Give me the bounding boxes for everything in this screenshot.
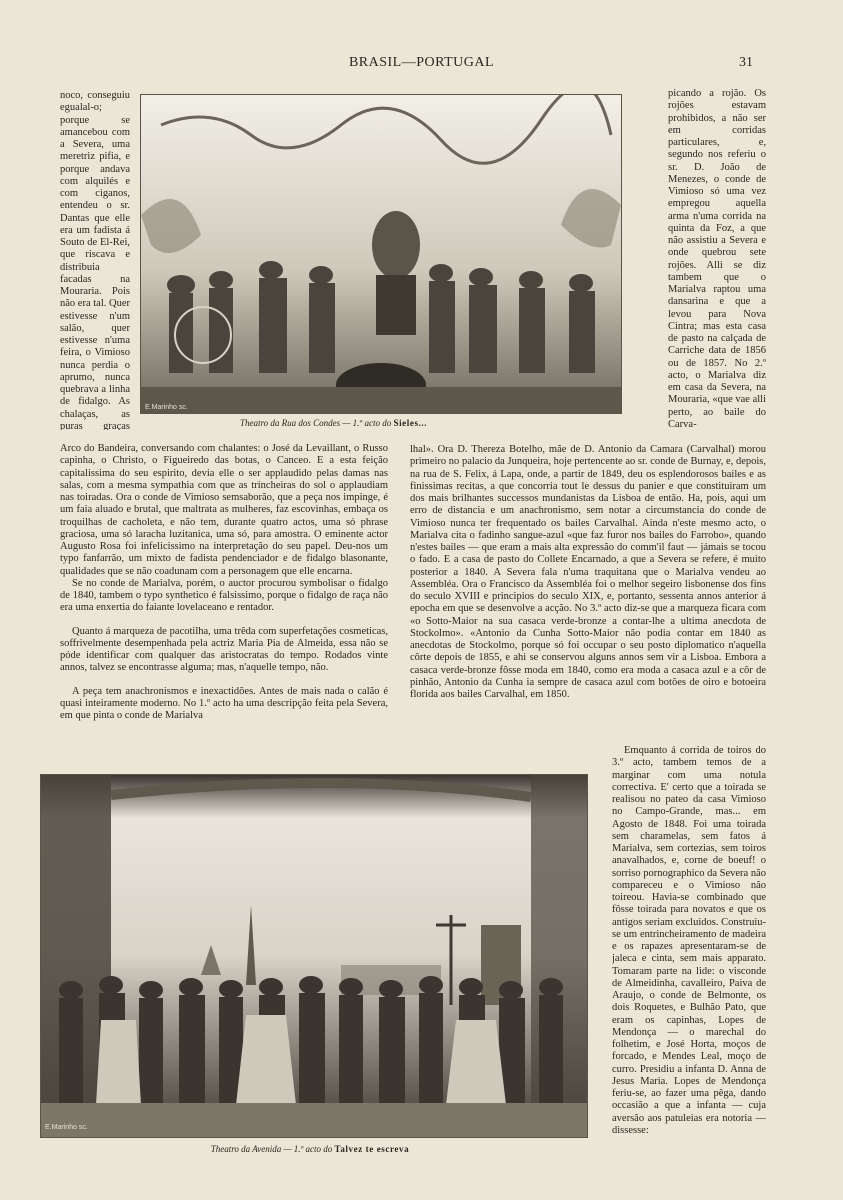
journal-title: BRASIL—PORTUGAL	[348, 55, 495, 70]
running-header	[0, 55, 843, 75]
left-wide-column	[60, 443, 388, 763]
paragraph: Quanto á marqueza de pacotilha, uma trêda com superfetações cosmeticas, soffrivelmente desempenhada pela actriz Maria Pia de Almeida, essa não se póde identificar com qualquer das aristocratas do tempo. Rodados vinte annos, talvez se encontrasse alguma; mas, n'aquelle tempo, não.	[60, 625, 388, 674]
paragraph: Se no conde de Marialva, porém, o auctor procurou symbolisar o fidalgo de 1840, tambem o typo synthetico é falsissimo, porque o fidalgo de raça não era uma enxertia do faiante lovelaceano e rentador.	[60, 577, 388, 614]
top-theatre-photo	[140, 94, 622, 414]
left-narrow-column	[60, 90, 130, 430]
photographer-credit: E.Marinho sc.	[45, 1124, 88, 1131]
bottom-right-column	[612, 745, 766, 1155]
stage-scene-image	[41, 775, 587, 1137]
photographer-credit: E.Marinho sc.	[145, 404, 188, 411]
paragraph: picando a rojão. Os rojões estavam prohibidos, a não ser em corridas particulares, e, segundo nos referiu o sr. D. João de Menezes, o conde de Vimioso só uma vez empregou aquella arma n'uma corrida na quinta da Foz, a que não assistiu a Severa e onde quebrou sete rojões. Alli se diz tambem que o Marialva raptou uma dansarina e que a levou para Nova Cintra; mas esta casa de pasto na calçada de Carriche data de 1856 ou de 1857. No 2.º acto, o Marialva diz em casa da Severa, na Mouraria, «que vae alli perto, ao baile do Carva-	[668, 88, 766, 430]
right-wide-column	[410, 444, 766, 736]
top-photo-caption	[240, 418, 540, 428]
page-number: 31	[739, 55, 753, 70]
paragraph: Emquanto á corrida de toiros do 3.º acto, tambem temos de a marginar com uma notula correctiva. E' certo que a toirada se realisou no pateo da casa Vimioso no Campo-Grande, mas... em Agosto de 1848. Foi uma toirada sem charamelas, sem fatos á Marialva, sem cortezias, sem toiros anavalhados, e, corne de boeuf! o sorriso pornographico da Severa não compareceu e o Vimioso não toireou. Havia-se combinado que fôsse toirada para novatos e que os antigos seriam excluidos. Construiu-se um entrincheiramento de madeira e os rapazes apresentaram-se de jaleca e cinta, sem mais apparato. Tomaram parte na lide: o visconde de Almeidinha, cavalleiro, Paiva de Araujo, o conde de Belmonte, os dois Roquetes, e Bulhão Pato, que eram os capinhas, Lopes de Mendonça — o marechal do folhetim, e José Horta, moços de forcado, e Mendes Leal, moço de curro. Presidiu a infanta D. Anna de Jesus Maria. Lopes de Mendonça feriu-se, ao fazer uma pêga, dando occasião a que a infanta — cuja aversão aos patuleias era notoria — dissesse:	[612, 745, 766, 1136]
right-narrow-column	[668, 88, 766, 448]
paragraph: noco, conseguiu egualal-o; porque se amancebou com a Severa, uma meretriz pifia, e porque andava com alquilés e com ciganos, entendeu o sr. Dantas que elle era um fadista á Souto de El-Rei, que riscava e distribuia facadas na Mouraria. Pois não era tal. Quer estivesse n'um salão, quer estivesse n'uma feira, o Vimioso nunca perdia o aprumo, nunca quebrava a linha de fidalgo. As chalaças, as puras graças	[60, 90, 130, 430]
caption-text: Theatro da Avenida — 1.º acto do	[210, 1144, 333, 1154]
caption-text: Theatro da Rua dos Condes — 1.º acto do	[240, 418, 392, 428]
paragraph: A peça tem anachronismos e inexactidões. Antes de mais nada o calão é quasi inteiramente moderno. No 1.º acto ha uma descripção feita pela Severa, em que pinta o conde de Marialva	[60, 685, 388, 721]
paragraph: Arco do Bandeira, conversando com chalantes: o José da Levaillant, o Russo capinha, o Christo, o Figueiredo das botas, o Canceo. E a esta feição capitalissima do seu espirito, devia elle o ser applaudido pelas damas nas salas, com a mesma sympathia com que as trincheiras do sol o applaudiam nas toiradas. Ora o conde de Vimioso semsaborão, que a peça nos impinge, é um faia aluado e brutal, que maltrata as mulheres, faz escovinhas, embaça os troquilhas de cacholeta, e não tem, durante quatro actos, uma só phrase graciosa, uma só laracha luzitanica, uma só, para amostra. O eminente actor Augusto Rosa foi infelicissimo na interpretação do seu papel. Deu-nos um typo fanfarrão, um mixto de fadista pendenciador e de fidalgo blasonante, qualidades que se não coadunam com a personagem que elle encarna.	[60, 443, 388, 577]
bottom-theatre-photo	[40, 774, 588, 1138]
play-title: Sieles...	[393, 418, 428, 428]
paragraph: lhal». Ora D. Thereza Botelho, mãe de D. Antonio da Camara (Carvalhal) morou primeiro no palacio da Junqueira, hoje pertencente ao sr. conde de Burnay, e, depois, na rua de S. Felix, á Lapa, onde, a partir de 1849, deu os esplendorosos bailes e as finissimas recitas, a que concorria tout le dessus du panier e que constituiram um dos mais brilhantes successos mundanistas da Lisboa de então. Ha, pois, aqui um erro de distancia e um anachronismo, sem notar a circumstancia do conde de Vimioso nunca ter frequentado os bailes Carvalhal. Ainda n'este mesmo acto, o Marialva cita o fadinho sangue-azul «que faz furor nos bailes do Farrobo», quando n'estes bailes — que eram a mais alta expressão do comm'il faut — jámais se tocou o fado. E a casa de pasto do Collete Encarnado, a que a Severa se refere, é muito posterior a 1840. A Severa fala n'uma traquitana que o Marialva vendeu ao Assembléa. Ora o Francisco da Assembléa foi o melhor segeiro lisbonense dos fins do seculo XVIII e principios do seculo XIX, e, portanto, sessenta annos anterior á epocha em que se desenvolve a acção. No 3.º acto diz-se que a marqueza ficara com «o Sotto-Maior na sua casaca verde-bronze a contar-lhe a ultima anecdota de Stockolmo». «Antonio da Cunha Sotto-Maior não podia contar em 1840 as anecdotas de Stockolmo, porque só foi occupar o seu posto diplomatico n'aquella côrte depois de 1855, e ahi se conservou alguns annos sem vir a Lisboa. Embora a casaca verde-bronze fôsse moda em 1840, como era moda a casaca azul e a côr de pinhão, Antonio da Cunha ia sempre de casaca azul com botões de oiro e botoeira florida aos bailes Carvalhal, em 1850.	[410, 444, 766, 700]
stage-scene-image	[141, 95, 621, 413]
play-title: Talvez te escreva	[334, 1144, 410, 1154]
bottom-photo-caption	[140, 1144, 480, 1154]
